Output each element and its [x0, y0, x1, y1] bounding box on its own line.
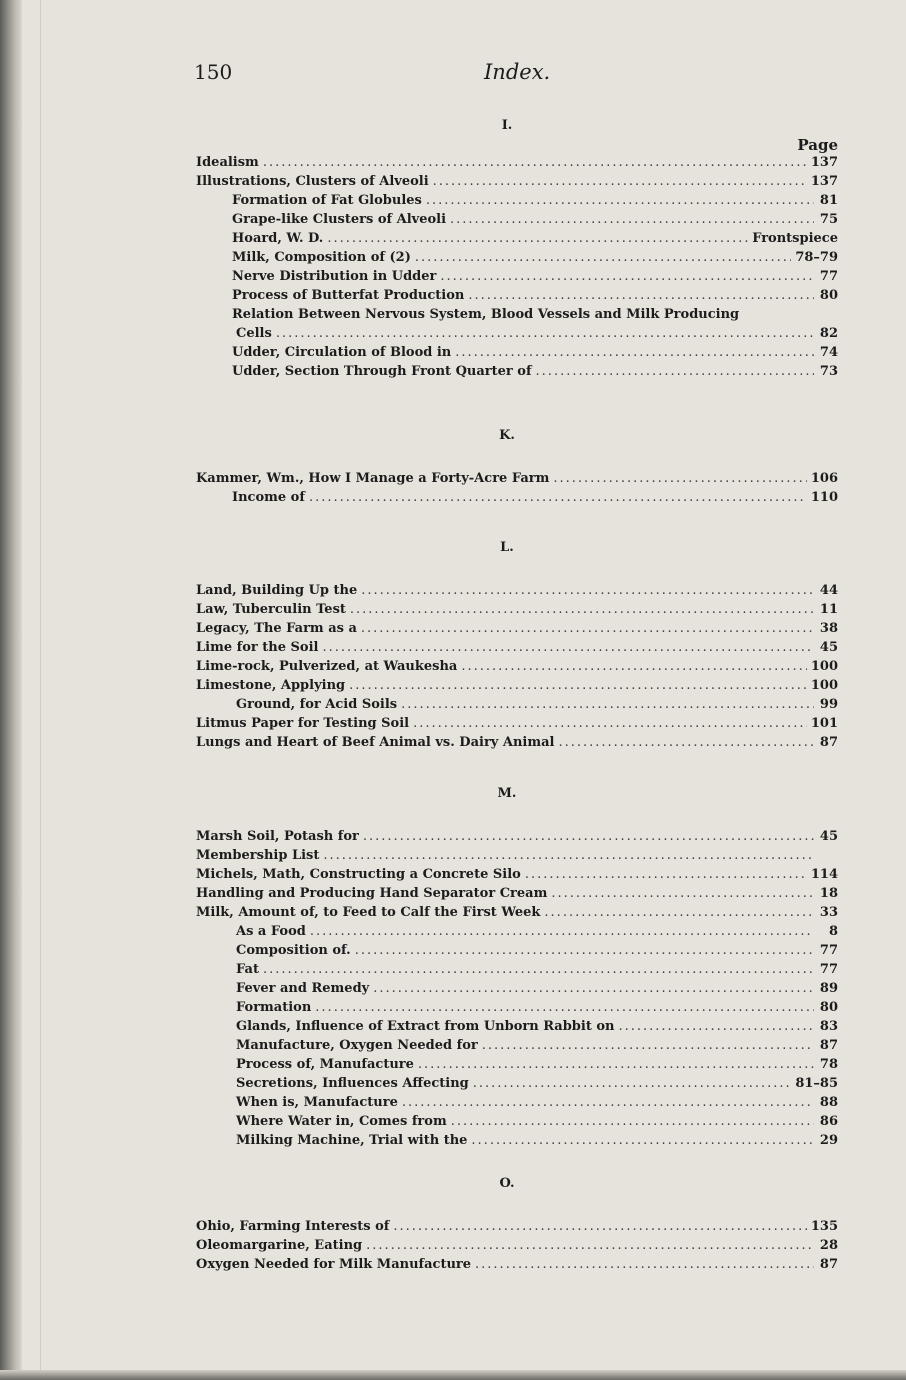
section-letter: M. — [497, 786, 517, 801]
index-entry: Legacy, The Farm as a ..... 38 — [196, 619, 838, 638]
index-subentry: Where Water in, Comes from ..... 86 — [196, 1112, 838, 1131]
index-entry: Lungs and Heart of Beef Animal vs. Dairy Animal ..... 87 — [196, 733, 838, 752]
index-subentry-continuation: Cells ..... 82 — [196, 324, 838, 343]
index-entry: Litmus Paper for Testing Soil ..... 101 — [196, 714, 838, 733]
section-i — [196, 118, 838, 381]
index-entry: Oleomargarine, Eating ..... 28 — [196, 1236, 838, 1255]
running-title: Index. — [484, 60, 551, 84]
index-subentry: Fever and Remedy ..... 89 — [196, 979, 838, 998]
index-subentry: Process of Butterfat Production ..... 80 — [196, 286, 838, 305]
index-entry: Michels, Math, Constructing a Concrete Silo ..... 114 — [196, 865, 838, 884]
index-subentry: Udder, Section Through Front Quarter of ..... 73 — [196, 362, 838, 381]
index-subentry: Milk, Composition of (2) ..... 78–79 — [196, 248, 838, 267]
index-subentry: Nerve Distribution in Udder ..... 77 — [196, 267, 838, 286]
index-subentry: Ground, for Acid Soils ..... 99 — [196, 695, 838, 714]
index-subentry: Manufacture, Oxygen Needed for ..... 87 — [196, 1036, 838, 1055]
index-entry: Idealism ..... 137 — [196, 153, 838, 172]
index-subentry: Composition of. ..... 77 — [196, 941, 838, 960]
index-entry: Limestone, Applying ..... 100 — [196, 676, 838, 695]
section-letter: I. — [501, 118, 513, 133]
index-subentry: Formation ..... 80 — [196, 998, 838, 1017]
index-subentry: Formation of Fat Globules ..... 81 — [196, 191, 838, 210]
index-entry: Kammer, Wm., How I Manage a Forty-Acre Farm ..... 106 — [196, 469, 838, 488]
running-header — [194, 60, 834, 90]
index-subentry: Glands, Influence of Extract from Unborn Rabbit on ..... 83 — [196, 1017, 838, 1036]
page-column-label: Page — [797, 136, 838, 154]
index-entry: Law, Tuberculin Test ..... 11 — [196, 600, 838, 619]
index-entry: Milk, Amount of, to Feed to Calf the First Week ..... 33 — [196, 903, 838, 922]
section-m — [196, 786, 838, 1150]
index-entry: Handling and Producing Hand Separator Cream ..... 18 — [196, 884, 838, 903]
index-subentry: Secretions, Influences Affecting ..... 81–85 — [196, 1074, 838, 1093]
index-subentry: Grape-like Clusters of Alveoli ..... 75 — [196, 210, 838, 229]
index-subentry-first-line: Relation Between Nervous System, Blood Vessels and Milk Producing — [232, 307, 740, 322]
page-number: 150 — [194, 60, 233, 84]
index-entry: Oxygen Needed for Milk Manufacture ..... 87 — [196, 1255, 838, 1274]
index-subentry: Income of ..... 110 — [196, 488, 838, 507]
index-subentry: Milking Machine, Trial with the ..... 29 — [196, 1131, 838, 1150]
section-k — [196, 428, 838, 507]
index-subentry: As a Food ..... 8 — [196, 922, 838, 941]
index-entry: Ohio, Farming Interests of ..... 135 — [196, 1217, 838, 1236]
index-subentry: Hoard, W. D. ..... Frontspiece — [196, 229, 838, 248]
index-subentry: Fat ..... 77 — [196, 960, 838, 979]
index-entry: Lime-rock, Pulverized, at Waukesha ..... 100 — [196, 657, 838, 676]
index-entry: Lime for the Soil ..... 45 — [196, 638, 838, 657]
section-o — [196, 1176, 838, 1274]
section-letter: L. — [500, 540, 514, 555]
index-entry: Membership List ..... — [196, 846, 838, 865]
index-entry: Marsh Soil, Potash for ..... 45 — [196, 827, 838, 846]
index-subentry: Process of, Manufacture ..... 78 — [196, 1055, 838, 1074]
index-subentry: When is, Manufacture ..... 88 — [196, 1093, 838, 1112]
section-letter: O. — [499, 1176, 515, 1191]
index-subentry: Udder, Circulation of Blood in ..... 74 — [196, 343, 838, 362]
index-entry: Land, Building Up the ..... 44 — [196, 581, 838, 600]
section-l — [196, 540, 838, 752]
section-letter: K. — [499, 428, 515, 443]
page-bottom-edge — [0, 1370, 906, 1380]
index-entry: Illustrations, Clusters of Alveoli ..... 137 — [196, 172, 838, 191]
